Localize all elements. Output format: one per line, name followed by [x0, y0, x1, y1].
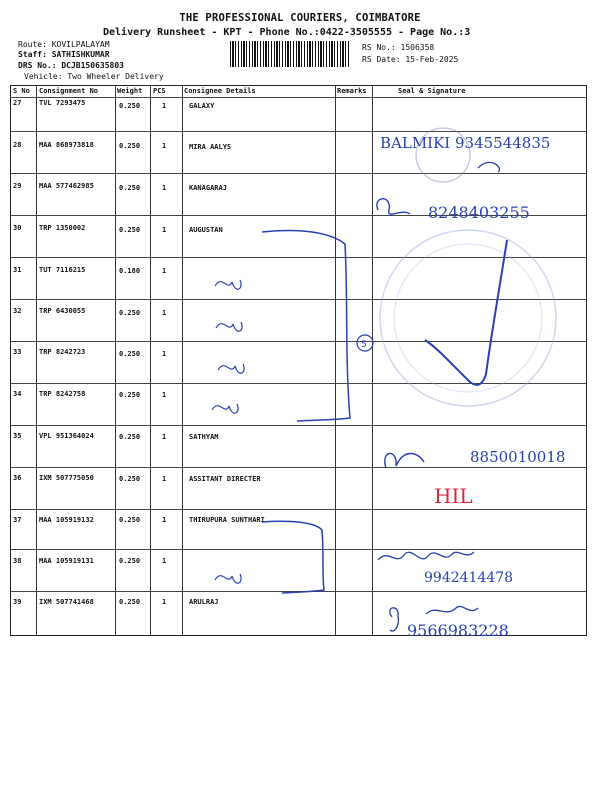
handwriting-row38: 9942414478 [424, 570, 514, 586]
row-pcs: 1 [162, 475, 167, 483]
staff-text: Staff: SATHISHKUMAR [18, 50, 110, 59]
handwriting-row29: 8248403255 [428, 203, 530, 222]
row-consignee: AUGUSTAN [189, 226, 223, 234]
row-consignment: TRP 6430055 [39, 307, 86, 315]
vehicle-text: Vehicle: Two Wheeler Delivery [24, 72, 164, 81]
row-pcs: 1 [162, 184, 167, 192]
row-consignee: THIRUPURA SUNTHARI [189, 516, 265, 524]
row-consignment: TVL 7293475 [39, 99, 86, 107]
row-sno: 33 [13, 348, 22, 356]
row-consignee: ARULRAJ [189, 598, 219, 606]
runsheet-subtitle: Delivery Runsheet - KPT - Phone No.:0422-3505555 - Page No.:3 [103, 27, 471, 38]
header-sno: S No [13, 87, 30, 95]
row-pcs: 1 [162, 102, 167, 110]
row-consignee: GALAXY [189, 102, 215, 110]
signature-row29 [377, 199, 410, 214]
row-sno: 32 [13, 307, 22, 315]
row-consignment: MAA 868973818 [39, 141, 94, 149]
row-sno: 31 [13, 266, 22, 274]
ditto-mark [212, 404, 238, 413]
group-bracket-2 [262, 521, 324, 593]
row-consignment: MAA 577462985 [39, 182, 94, 190]
row-consignee: SATHYAM [189, 433, 219, 441]
header-remarks: Remarks [337, 87, 367, 95]
row-pcs: 1 [162, 516, 167, 524]
row-sno: 29 [13, 182, 22, 190]
row-sno: 30 [13, 224, 22, 232]
company-title: THE PROFESSIONAL COURIERS, COIMBATORE [179, 12, 421, 24]
row-consignment: MAA 105919131 [39, 557, 94, 565]
check-signature [425, 240, 507, 385]
ditto-mark [218, 364, 244, 373]
row-consignment: IXM 507741468 [39, 598, 94, 606]
handwriting-row39: 9566983228 [407, 621, 509, 640]
row-sno: 27 [13, 99, 22, 107]
row-consignment: TRP 8242723 [39, 348, 86, 356]
row-pcs: 1 [162, 226, 167, 234]
row-pcs: 1 [162, 598, 167, 606]
row-weight: 0.250 [119, 557, 141, 565]
header-weight: Weight [117, 87, 143, 95]
row-sno: 35 [13, 432, 22, 440]
row-pcs: 1 [162, 309, 167, 317]
row-pcs: 1 [162, 350, 167, 358]
row-pcs: 1 [162, 142, 167, 150]
row-sno: 39 [13, 598, 22, 606]
row-sno: 38 [13, 557, 22, 565]
row-consignment: IXM 507775050 [39, 474, 94, 482]
row-consignment: MAA 105919132 [39, 516, 94, 524]
rs-date: RS Date: 15-Feb-2025 [362, 55, 459, 64]
row-consignment: VPL 951364024 [39, 432, 94, 440]
row-weight: 0.250 [119, 102, 141, 110]
row-weight: 0.250 [119, 184, 141, 192]
row-consignee: MIRA AALYS [189, 143, 232, 151]
row-weight: 0.250 [119, 475, 141, 483]
header-pcs: PCS [153, 87, 166, 95]
row-consignment: TRP 1350002 [39, 224, 86, 232]
row-weight: 0.250 [119, 598, 141, 606]
row-weight: 0.250 [119, 142, 141, 150]
signature-row35 [385, 453, 424, 468]
row-pcs: 1 [162, 391, 167, 399]
header-consignee: Consignee Details [184, 87, 256, 95]
row-pcs: 1 [162, 433, 167, 441]
route-text: Route: KOVILPALAYAM [18, 40, 110, 49]
row-sno: 37 [13, 516, 22, 524]
row-sno: 36 [13, 474, 22, 482]
row-sno: 34 [13, 390, 22, 398]
row-weight: 0.250 [119, 350, 141, 358]
row-weight: 0.250 [119, 391, 141, 399]
row-consignment: TRP 8242758 [39, 390, 86, 398]
rs-number: RS No.: 1506358 [362, 43, 435, 52]
handwriting-row36: HIL [434, 484, 473, 508]
signature-row38 [378, 552, 474, 560]
row-consignment: TUT 7116215 [39, 266, 86, 274]
handwriting-row35: 8850010018 [470, 448, 566, 466]
header-seal: Seal & Signature [398, 87, 466, 95]
row-sno: 28 [13, 141, 22, 149]
row-weight: 0.250 [119, 516, 141, 524]
ditto-mark [216, 322, 242, 331]
svg-text:5: 5 [361, 340, 367, 350]
row-pcs: 1 [162, 267, 167, 275]
header-consignment: Consignment No [39, 87, 99, 95]
row-weight: 0.250 [119, 226, 141, 234]
row-consignee: KANAGARAJ [189, 184, 227, 192]
ditto-mark [215, 280, 241, 289]
group-bracket [262, 231, 350, 422]
ditto-mark [215, 574, 241, 583]
row-weight: 0.250 [119, 433, 141, 441]
handwriting-row27: BALMIKI 9345544835 [380, 134, 551, 152]
row-pcs: 1 [162, 557, 167, 565]
stamp-inner-circle [394, 244, 542, 392]
row-weight: 0.180 [119, 267, 141, 275]
signature-scribble [478, 162, 499, 172]
drs-number: DRS No.: DCJB150635803 [18, 61, 124, 70]
row-weight: 0.250 [119, 309, 141, 317]
row-consignee: ASSITANT DIRECTER [189, 475, 261, 483]
